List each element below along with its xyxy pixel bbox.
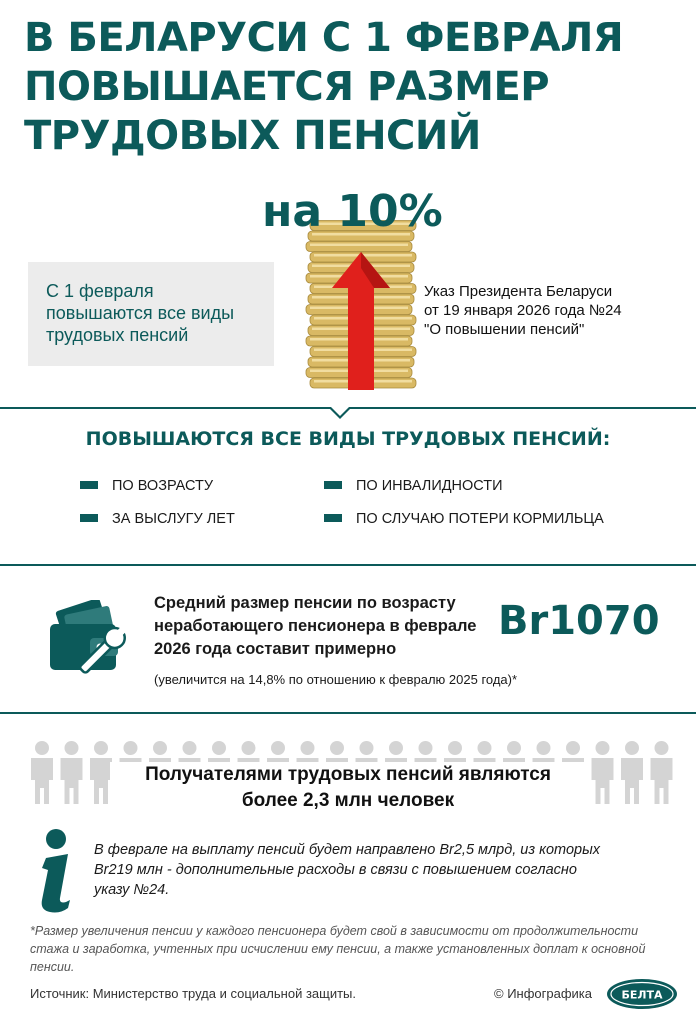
pension-type-label: ПО ВОЗРАСТУ xyxy=(112,478,214,494)
recipients-text xyxy=(110,762,586,814)
intro-line-1: С 1 февраля xyxy=(46,281,154,301)
info-line-2: Br219 млн - дополнительные расходы в связи с повышением согласно xyxy=(94,862,577,878)
decree-reference xyxy=(424,282,694,339)
info-line-3: указу №24. xyxy=(94,882,170,898)
average-pension-note: (увеличится на 14,8% по отношению к февралю 2025 года)* xyxy=(154,672,518,687)
intro-line-3: трудовых пенсий xyxy=(46,325,189,345)
belta-logo xyxy=(606,978,678,1010)
section-divider xyxy=(0,564,696,566)
average-pension-value: Br1070 xyxy=(498,598,660,644)
decree-line-3: "О повышении пенсий" xyxy=(424,321,585,338)
decree-line-2: от 19 января 2026 года №24 xyxy=(424,302,622,319)
increase-percent: на 10% xyxy=(262,186,443,237)
footnote-line-3: пенсии. xyxy=(30,960,75,974)
decree-line-1: Указ Президента Беларуси xyxy=(424,283,613,300)
title-line-1: В БЕЛАРУСИ С 1 ФЕВРАЛЯ xyxy=(24,15,624,61)
pension-type-item xyxy=(324,511,604,527)
logo-text: БЕЛТА xyxy=(621,988,663,1002)
recipients-line-1: Получателями трудовых пенсий являются xyxy=(145,764,551,785)
section-divider xyxy=(0,407,696,409)
pension-type-label: ЗА ВЫСЛУГУ ЛЕТ xyxy=(112,511,235,527)
page-title xyxy=(24,14,684,161)
recipients-line-2: более 2,3 млн человек xyxy=(241,790,455,811)
bullet-icon xyxy=(324,514,342,522)
intro-line-2: повышаются все виды xyxy=(46,303,235,323)
intro-box xyxy=(28,262,274,366)
bullet-icon xyxy=(80,481,98,489)
wallet-wrench-icon xyxy=(44,600,136,680)
title-line-3: ТРУДОВЫХ ПЕНСИЙ xyxy=(24,113,481,159)
footnote-line-1: *Размер увеличения пенсии у каждого пенсионера будет свой в зависимости от продолжительности xyxy=(30,924,639,938)
section-divider xyxy=(0,712,696,714)
average-pension-text xyxy=(154,592,494,661)
pension-types-heading: ПОВЫШАЮТСЯ ВСЕ ВИДЫ ТРУДОВЫХ ПЕНСИЙ: xyxy=(85,428,611,450)
pension-type-item xyxy=(80,478,213,494)
average-line-1: Средний размер пенсии по возрасту xyxy=(154,594,456,612)
footnote-line-2: стажа и заработка, учтенных при исчислении ему пенсии, а также установленных доплат к основной xyxy=(30,942,646,956)
footnote xyxy=(30,922,670,976)
pension-type-item xyxy=(324,478,503,494)
info-line-1: В феврале на выплату пенсий будет направлено Br2,5 млрд, из которых xyxy=(94,842,600,858)
bullet-icon xyxy=(324,481,342,489)
average-line-2: неработающего пенсионера в феврале xyxy=(154,617,477,635)
credit-text: © Инфографика xyxy=(494,986,593,1001)
info-icon xyxy=(30,828,80,914)
source-text: Источник: Министерство труда и социальной защиты. xyxy=(30,986,356,1001)
info-text xyxy=(94,840,654,900)
pension-type-label: ПО ИНВАЛИДНОСТИ xyxy=(356,478,503,494)
pension-type-item xyxy=(80,511,235,527)
pension-type-label: ПО СЛУЧАЮ ПОТЕРИ КОРМИЛЬЦА xyxy=(356,511,604,527)
intro-text xyxy=(46,280,270,346)
title-line-2: ПОВЫШАЕТСЯ РАЗМЕР xyxy=(24,64,550,110)
coin-stack-icon xyxy=(296,210,426,396)
average-line-3: 2026 года составит примерно xyxy=(154,640,397,658)
bullet-icon xyxy=(80,514,98,522)
